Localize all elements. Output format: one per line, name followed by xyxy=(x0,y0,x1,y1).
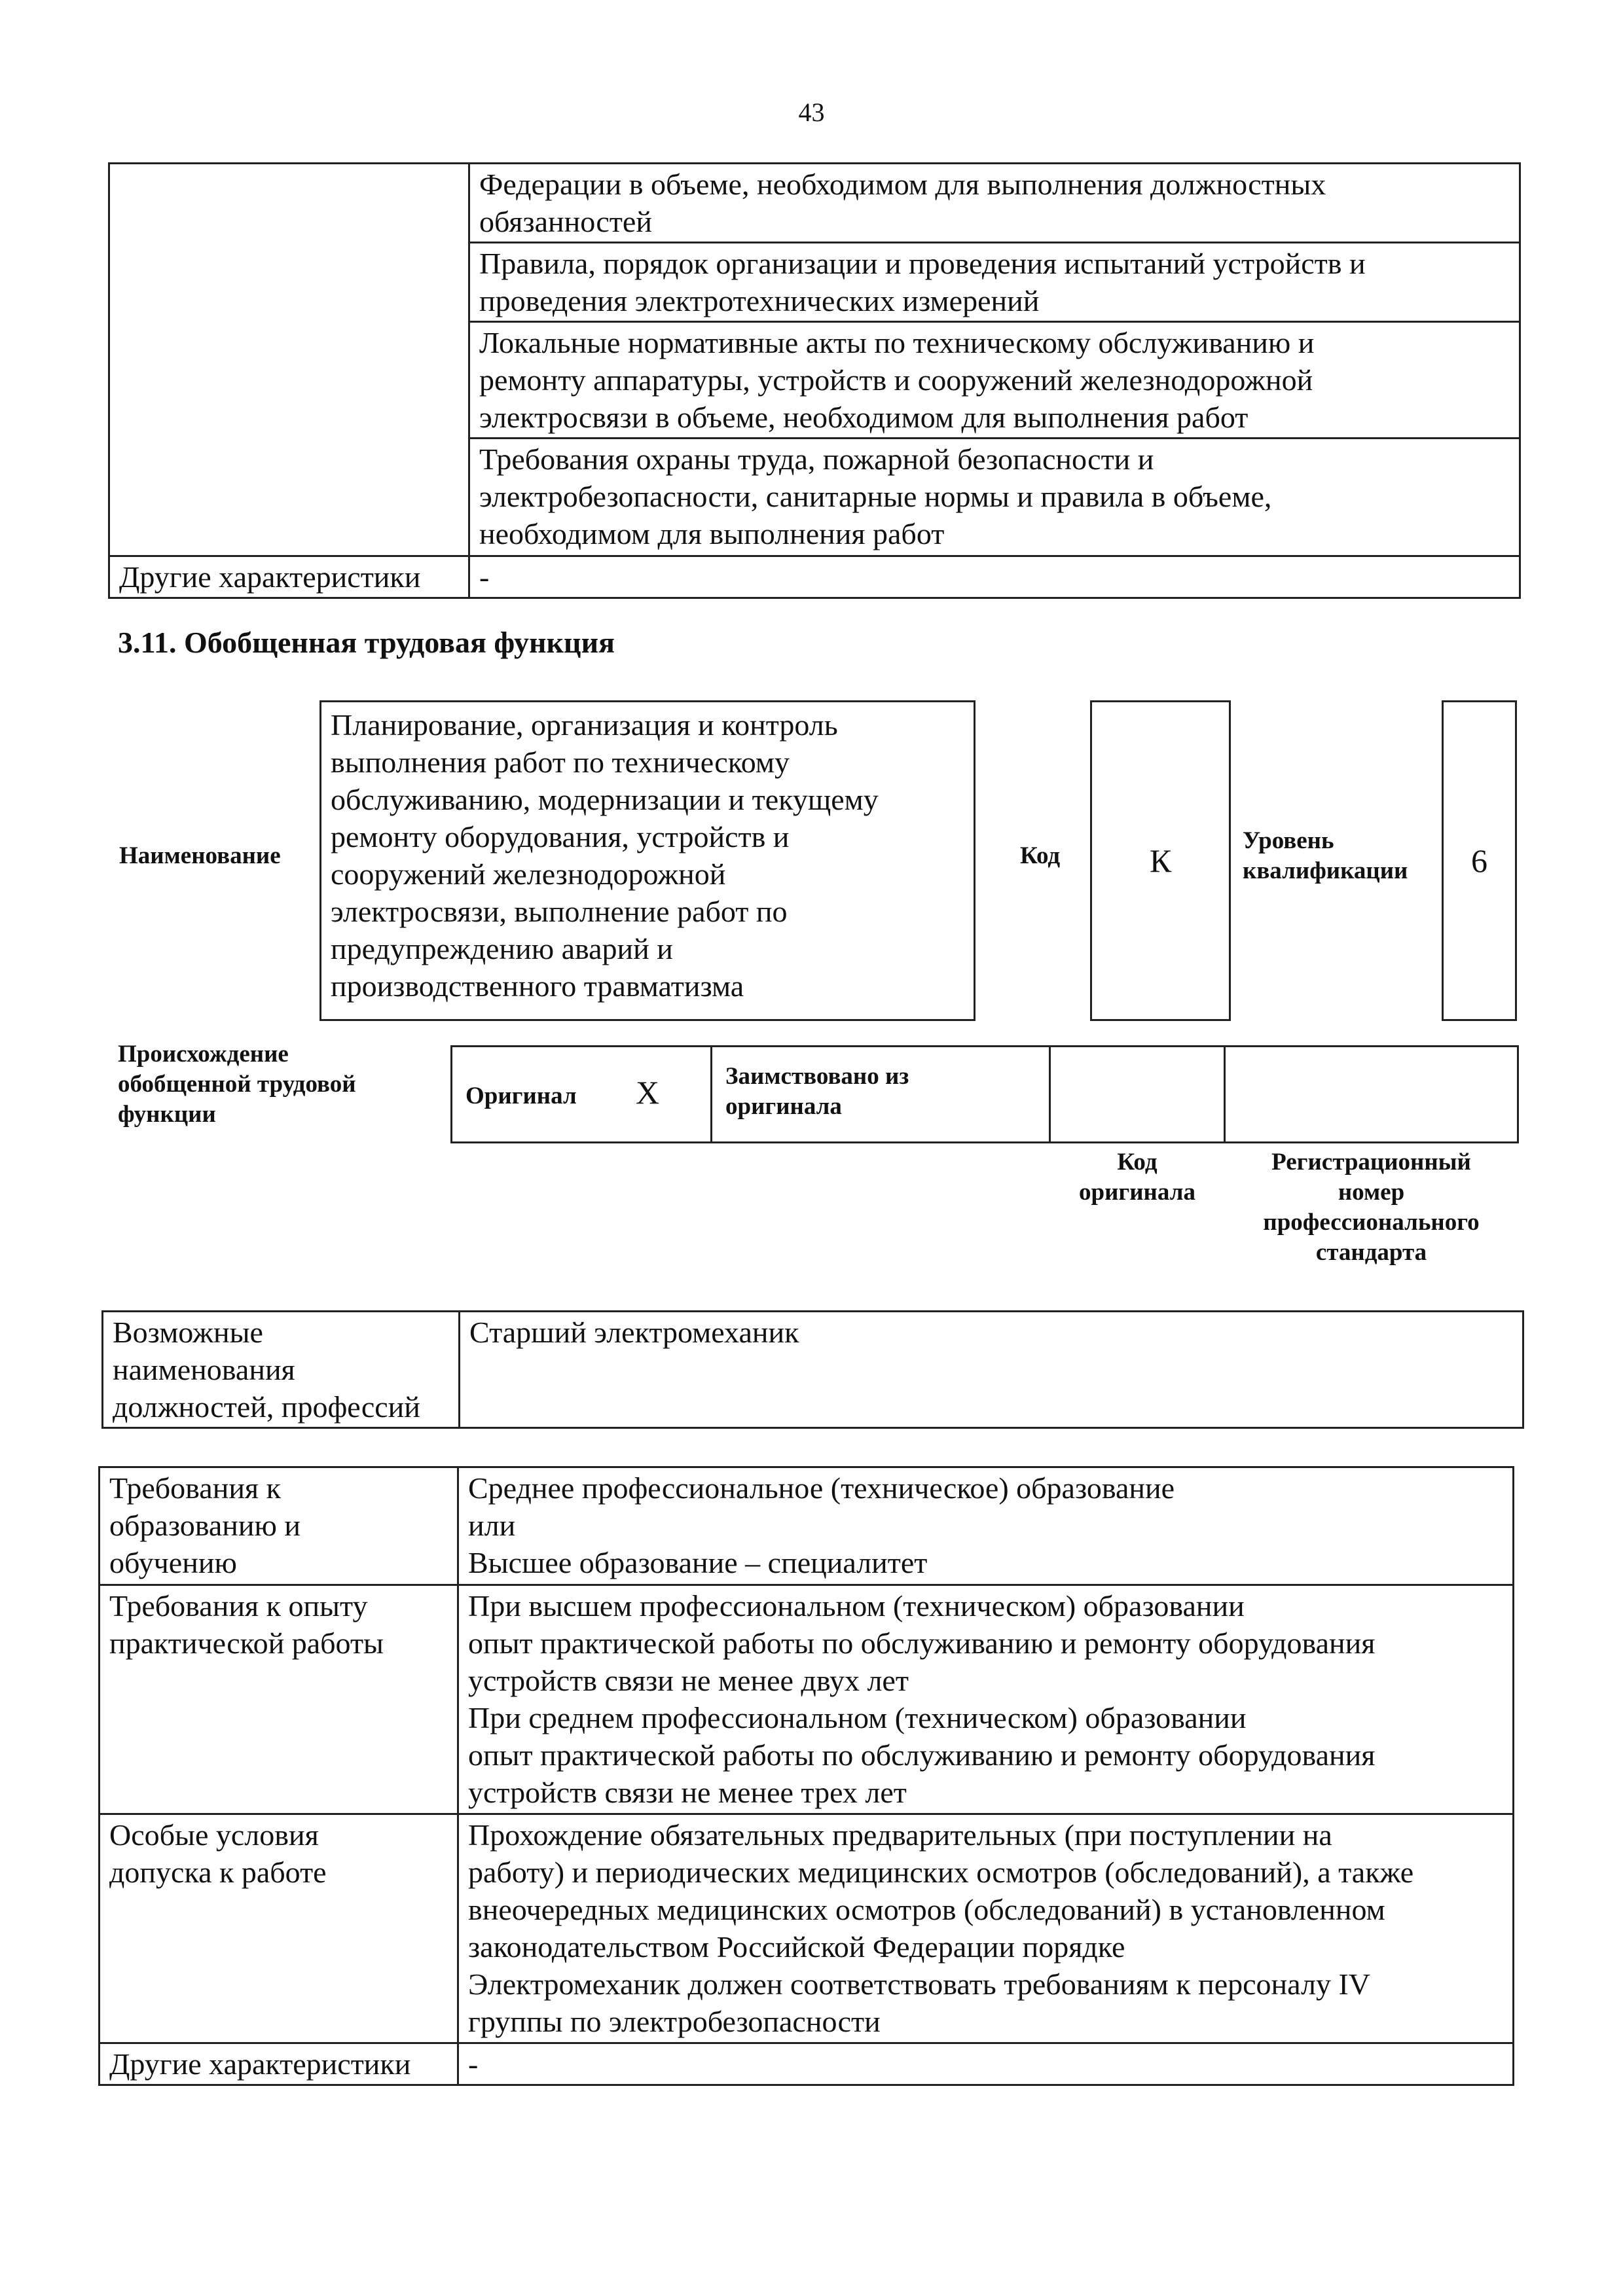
text-line: производственного травматизма xyxy=(331,969,744,1003)
text-line: номер xyxy=(1338,1179,1405,1206)
text-line: Происхождение xyxy=(118,1041,289,1067)
text-line: функции xyxy=(118,1101,216,1128)
knowledge-row xyxy=(469,322,1520,439)
text-line: Среднее профессиональное (техническое) образование xyxy=(468,1471,1175,1505)
text-line: образованию и xyxy=(109,1509,301,1542)
text-line: Локальные нормативные акты по техническому обслуживанию и xyxy=(479,326,1315,359)
text-line: Код xyxy=(1117,1149,1158,1175)
text-line: Планирование, организация и контроль xyxy=(331,708,838,742)
knowledge-row xyxy=(469,164,1520,243)
original-code-cell xyxy=(1049,1045,1226,1143)
other-value: - xyxy=(469,556,1520,598)
origin-label xyxy=(118,1039,356,1130)
knowledge-row xyxy=(469,243,1520,322)
level-value: 6 xyxy=(1471,842,1487,879)
level-label xyxy=(1243,826,1408,886)
text-line: проведения электротехнических измерений xyxy=(479,284,1040,317)
name-label: Наименование xyxy=(119,842,281,869)
text-line: необходимом для выполнения работ xyxy=(479,517,945,550)
empty-label-cell xyxy=(109,164,469,556)
text-line: Регистрационный xyxy=(1271,1149,1471,1175)
text-line: законодательством Российской Федерации порядке xyxy=(468,1930,1125,1964)
admission-label xyxy=(100,1814,458,2043)
text-line: Требования охраны труда, пожарной безопасности и xyxy=(479,442,1154,476)
other-label: Другие характеристики xyxy=(100,2043,458,2085)
text-line: опыт практической работы по обслуживанию и ремонту оборудования xyxy=(468,1626,1376,1660)
text-line: Электромеханик должен соответствовать требованиям к персоналу IV xyxy=(468,1967,1370,2001)
origin-row xyxy=(450,1045,1519,1143)
text-line: Уровень xyxy=(1243,827,1334,854)
text-line: Возможные xyxy=(113,1316,263,1349)
text-line: При среднем профессиональном (техническом) образовании xyxy=(468,1701,1247,1734)
text-line: электробезопасности, санитарные нормы и правила в объеме, xyxy=(479,480,1272,513)
text-line: квалификации xyxy=(1243,857,1408,884)
caption-original-code xyxy=(1049,1147,1226,1208)
text-line: группы по электробезопасности xyxy=(468,2005,881,2038)
text-line: Особые условия xyxy=(109,1818,319,1852)
experience-value xyxy=(458,1585,1514,1814)
text-line: практической работы xyxy=(109,1626,384,1660)
text-line: Прохождение обязательных предварительных (при поступлении на xyxy=(468,1818,1332,1852)
text-line: ремонту аппаратуры, устройств и сооружений железнодорожной xyxy=(479,363,1313,397)
requirements-table xyxy=(98,1466,1514,2086)
text-line: профессионального xyxy=(1263,1209,1480,1236)
text-line: сооружений железнодорожной xyxy=(331,857,726,891)
education-value xyxy=(458,1467,1514,1585)
function-name-box xyxy=(319,700,976,1021)
text-line: Высшее образование – специалитет xyxy=(468,1546,928,1579)
text-line: наименования xyxy=(113,1353,295,1386)
code-box xyxy=(1090,700,1231,1021)
text-line: обязанностей xyxy=(479,205,652,238)
code-label: Код xyxy=(1020,842,1061,869)
experience-label xyxy=(100,1585,458,1814)
borrowed-label xyxy=(725,1062,909,1122)
text-line: обслуживанию, модернизации и текущему xyxy=(331,783,879,816)
other-label: Другие характеристики xyxy=(109,556,469,598)
text-line: должностей, профессий xyxy=(113,1390,420,1424)
knowledge-row xyxy=(469,439,1520,556)
text-line: Заимствовано из xyxy=(725,1063,909,1090)
section-heading: 3.11. Обобщенная трудовая функция xyxy=(118,626,615,659)
education-label xyxy=(100,1467,458,1585)
text-line: обобщенной трудовой xyxy=(118,1071,356,1098)
text-line: выполнения работ по техническому xyxy=(331,745,790,779)
borrowed-cell xyxy=(710,1045,1051,1143)
positions-table xyxy=(101,1310,1524,1429)
text-line: оригинала xyxy=(1079,1179,1195,1206)
text-line: внеочередных медицинских осмотров (обследований) в установленном xyxy=(468,1893,1385,1926)
text-line: предупреждению аварий и xyxy=(331,932,673,965)
other-value: - xyxy=(458,2043,1514,2085)
text-line: ремонту оборудования, устройств и xyxy=(331,820,790,853)
positions-value: Старший электромеханик xyxy=(460,1312,1523,1428)
text-line: Федерации в объеме, необходимом для выполнения должностных xyxy=(479,168,1326,201)
text-line: электросвязи в объеме, необходимом для выполнения работ xyxy=(479,401,1249,434)
text-line: Требования к xyxy=(109,1471,281,1505)
text-line: допуска к работе xyxy=(109,1856,327,1889)
knowledge-table xyxy=(108,162,1521,599)
code-value: К xyxy=(1149,842,1172,879)
text-line: Требования к опыту xyxy=(109,1589,368,1623)
text-line: устройств связи не менее трех лет xyxy=(468,1776,907,1809)
text-line: оригинала xyxy=(725,1093,842,1120)
text-line: стандарта xyxy=(1315,1239,1427,1266)
text-line: устройств связи не менее двух лет xyxy=(468,1664,909,1697)
admission-value xyxy=(458,1814,1514,2043)
text-line: обучению xyxy=(109,1546,237,1579)
original-label: Оригинал xyxy=(465,1083,577,1109)
level-box xyxy=(1442,700,1517,1021)
registration-number-cell xyxy=(1224,1045,1519,1143)
positions-label xyxy=(103,1312,460,1428)
text-line: электросвязи, выполнение работ по xyxy=(331,895,788,928)
original-cell xyxy=(450,1045,712,1143)
text-line: опыт практической работы по обслуживанию и ремонту оборудования xyxy=(468,1738,1376,1772)
page-number: 43 xyxy=(798,98,825,127)
caption-registration-number xyxy=(1224,1147,1519,1268)
text-line: Правила, порядок организации и проведения испытаний устройств и xyxy=(479,247,1366,280)
text-line: работу) и периодических медицинских осмотров (обследований), а также xyxy=(468,1856,1414,1889)
text-line: При высшем профессиональном (техническом) образовании xyxy=(468,1589,1245,1623)
text-line: или xyxy=(468,1509,516,1542)
original-mark: X xyxy=(636,1074,660,1111)
